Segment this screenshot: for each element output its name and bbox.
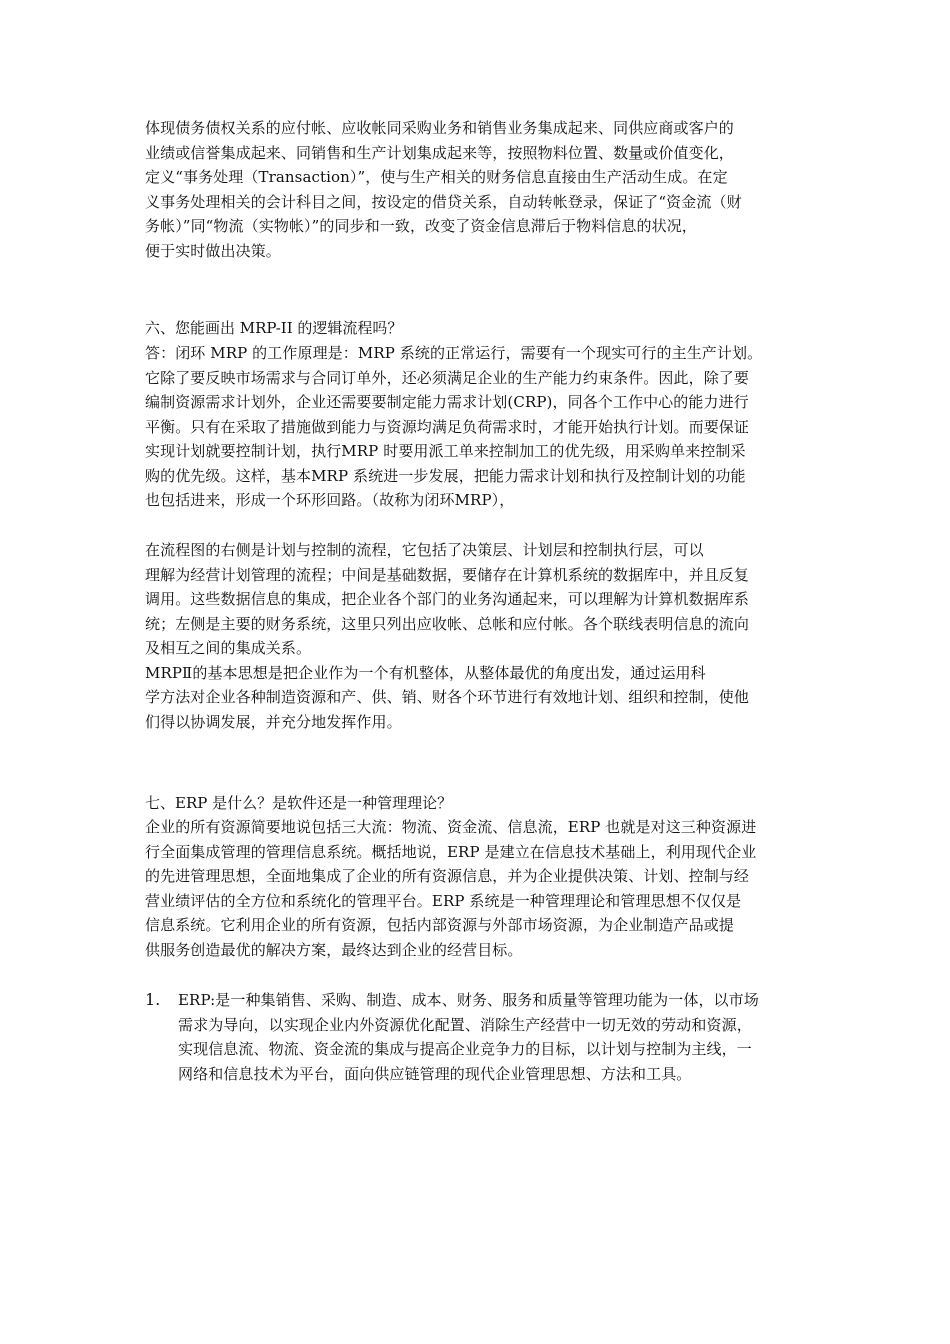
text-line: 体现债务债权关系的应付帐、应收帐同采购业务和销售业务集成起来、同供应商或客户的 [145, 119, 734, 137]
text-line: 及相互之间的集成关系。 [145, 639, 312, 657]
text-line: 信息系统。它利用企业的所有资源，包括内部资源与外部市场资源，为企业制造产品或提 [145, 916, 734, 934]
text-line: 在流程图的右侧是计划与控制的流程，它包括了决策层、计划层和控制执行层，可以 [145, 541, 704, 559]
text-line: 行全面集成管理的管理信息系统。概括地说，ERP 是建立在信息技术基础上，利用现代企业 [145, 842, 757, 861]
text-line: 学方法对企业各种制造资源和产、供、销、财各个环节进行有效地计划、组织和控制，使他 [145, 688, 750, 706]
paragraph-finance-integration [145, 116, 810, 263]
text-line: 实现计划就要控制计划，执行MRP 时要用派工单来控制加工的优先级，用采购单来控制采 [145, 442, 746, 460]
section-7-heading: 七、ERP 是什么？是软件还是一种管理理论？ [145, 794, 453, 812]
section-7-body [145, 815, 810, 962]
list-item-body [178, 988, 818, 1086]
text-line: 需求为导向，以实现企业内外资源优化配置、消除生产经营中一切无效的劳动和资源， [178, 1015, 752, 1034]
text-line: 供服务创造最优的解决方案，最终达到企业的经营目标。 [145, 940, 523, 959]
text-line: 企业的所有资源简要地说包括三大流：物流、资金流、信息流，ERP 也就是对这三种资源进 [145, 818, 757, 836]
text-line: 购的优先级。这样，基本MRP 系统进一步发展，把能力需求计划和执行及控制计划的功能 [145, 466, 746, 485]
text-line: MRPⅡ的基本思想是把企业作为一个有机整体，从整体最优的角度出发，通过运用科 [145, 663, 706, 682]
text-line: 它除了要反映市场需求与合同订单外，还必须满足企业的生产能力约束条件。因此，除了要 [145, 368, 750, 387]
section-6-flow-description [145, 538, 810, 734]
text-line: 的先进管理思想，全面地集成了企业的所有资源信息，并为企业提供决策、计划、控制与经 [145, 867, 750, 885]
section-6-answer [145, 341, 810, 513]
text-line: 也包括进来，形成一个环形回路。（故称为闭环MRP）， [145, 491, 515, 509]
text-line: 网络和信息技术为平台，面向供应链管理的现代企业管理思想、方法和工具。 [178, 1064, 692, 1083]
list-marker: 1. [145, 990, 161, 1009]
text-line: 平衡。只有在采取了措施做到能力与资源均满足负荷需求时，才能开始执行计划。而要保证 [145, 417, 750, 436]
text-line: 们得以协调发展，并充分地发挥作用。 [145, 712, 402, 731]
text-line: 实现信息流、物流、资金流的集成与提高企业竞争力的目标，以计划与控制为主线，一 [178, 1040, 752, 1058]
text-line: ERP:是一种集销售、采购、制造、成本、财务、服务和质量等管理功能为一体，以市场 [178, 991, 759, 1009]
text-line: 义事务处理相关的会计科目之间，按设定的借贷关系，自动转帐登录，保证了“资金流（财 [145, 192, 742, 211]
text-line: 调用。这些数据信息的集成，把企业各个部门的业务沟通起来，可以理解为计算机数据库系 [145, 590, 750, 608]
text-line: 营业绩评估的全方位和系统化的管理平台。ERP 系统是一种管理理论和管理思想不仅仅是 [145, 891, 742, 910]
text-line: 理解为经营计划管理的流程；中间是基础数据，要储存在计算机系统的数据库中，并且反复 [145, 565, 750, 584]
text-line: 统；左侧是主要的财务系统，这里只列出应收帐、总帐和应付帐。各个联线表明信息的流向 [145, 614, 750, 633]
text-line: 务帐）”同“物流（实物帐）”的同步和一致，改变了资金信息滞后于物料信息的状况， [145, 217, 697, 235]
text-line: 定义“事务处理（Transaction）”，使与生产相关的财务信息直接由生产活动生成。在定 [145, 168, 728, 186]
text-line: 业绩或信誉集成起来、同销售和生产计划集成起来等，按照物料位置、数量或价值变化， [145, 143, 734, 162]
text-line: 编制资源需求计划外，企业还需要要制定能力需求计划(CRP)，同各个工作中心的能力进行 [145, 393, 749, 411]
text-line: 便于实时做出决策。 [145, 241, 281, 260]
section-6-heading: 六、您能画出 MRP-II 的逻辑流程吗？ [145, 319, 403, 337]
text-line: 答：闭环 MRP 的工作原理是：MRP 系统的正常运行，需要有一个现实可行的主生产计划。 [145, 344, 763, 362]
